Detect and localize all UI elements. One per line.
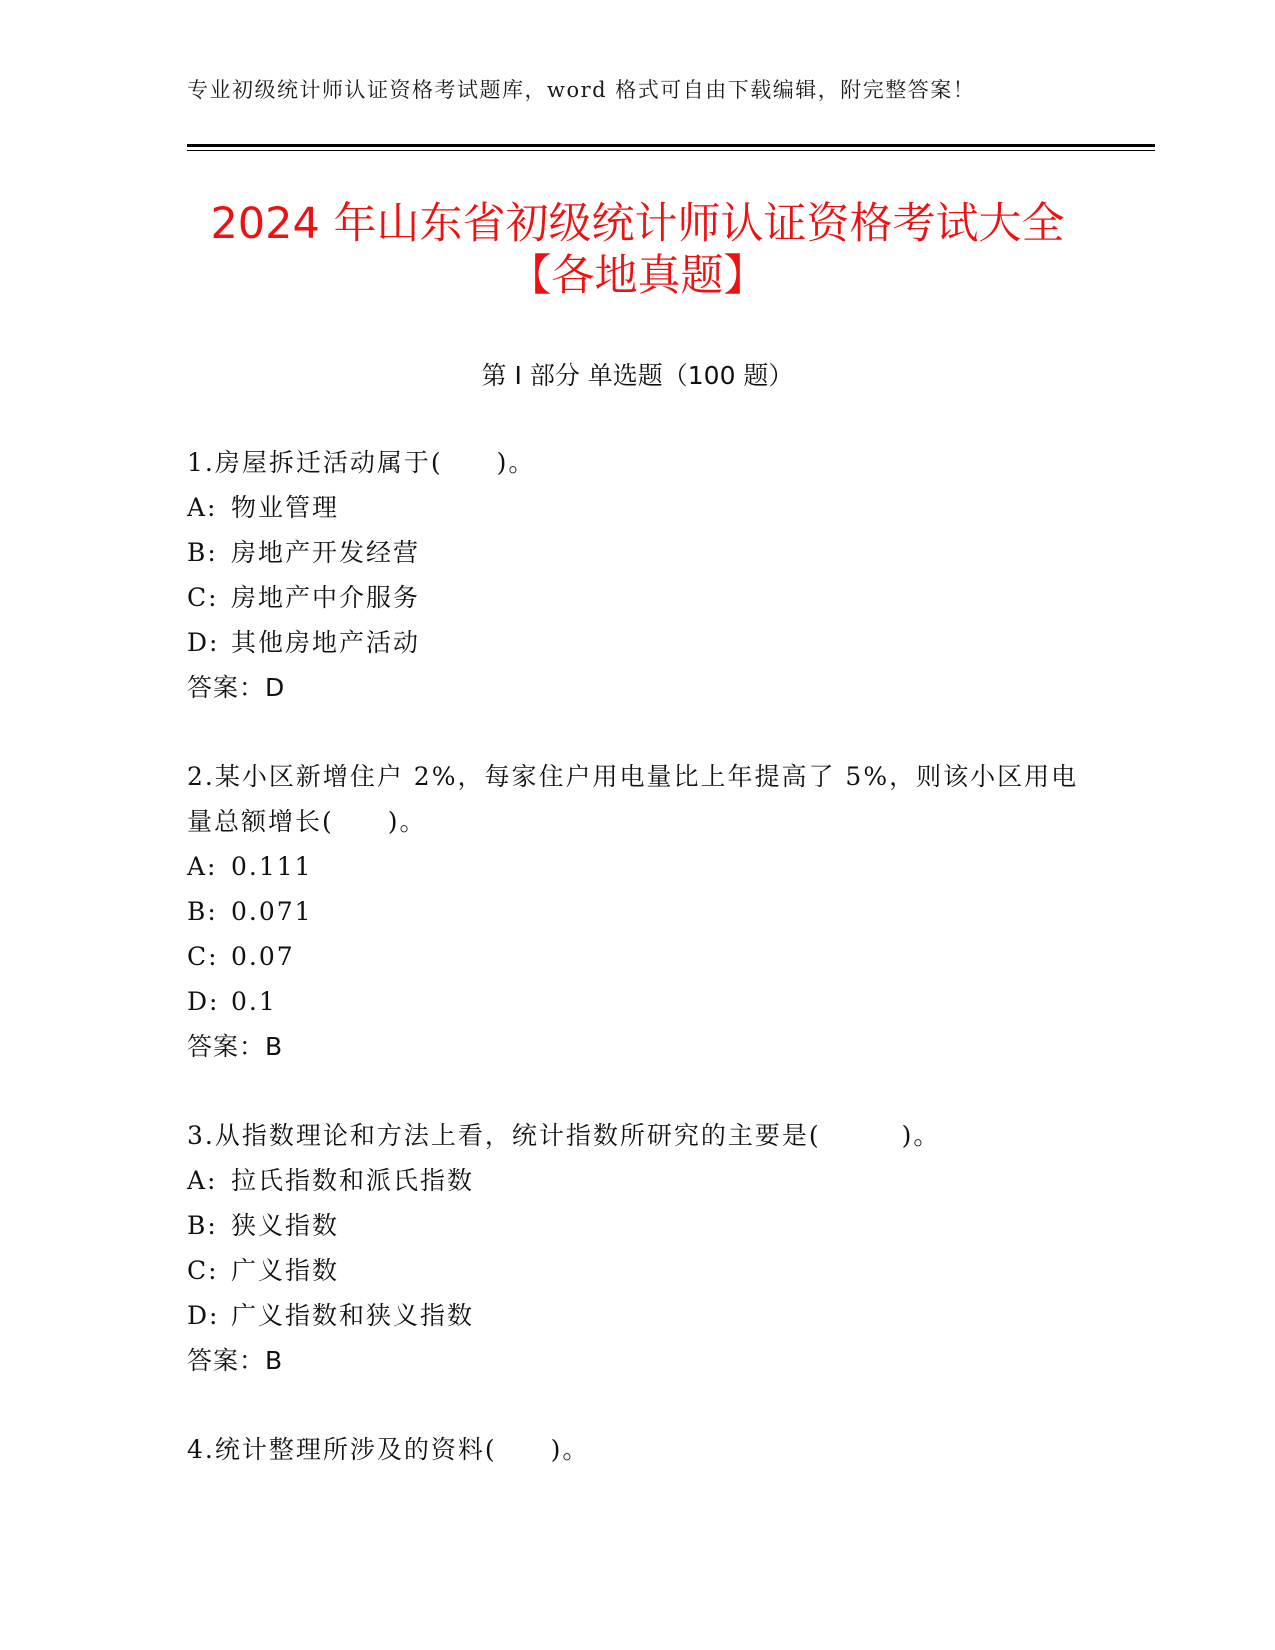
- option-letter: C:: [187, 942, 219, 971]
- question-stem: 2.某小区新增住户 2%，每家住户用电量比上年提高了 5%，则该小区用电量总额增长( )。: [187, 762, 1079, 836]
- option-a: [187, 1158, 1087, 1203]
- option-text: 广义指数: [231, 1256, 340, 1285]
- option-letter: C:: [187, 583, 219, 612]
- option-text: 房地产中介服务: [231, 583, 421, 612]
- option-text: 广义指数和狭义指数: [231, 1301, 475, 1330]
- section-title: 第 I 部分 单选题（100 题）: [481, 361, 794, 390]
- question-1: [187, 440, 1087, 710]
- answer: 答案：B: [187, 1346, 284, 1375]
- option-b: [187, 1203, 1087, 1248]
- option-letter: B:: [187, 538, 218, 567]
- header-rule-thin: [187, 150, 1155, 151]
- option-text: 拉氏指数和派氏指数: [231, 1166, 475, 1195]
- question-list: [187, 440, 1087, 1516]
- option-letter: A:: [187, 1166, 218, 1195]
- question-stem: 4.统计整理所涉及的资料( )。: [187, 1435, 590, 1464]
- document-title-line1: 2024 年山东省初级统计师认证资格考试大全: [210, 199, 1065, 249]
- option-letter: D:: [187, 1301, 220, 1330]
- question-stem: 1.房屋拆迁活动属于( )。: [187, 448, 536, 477]
- option-text: 房地产开发经营: [231, 538, 421, 567]
- option-text: 0.07: [231, 942, 295, 971]
- option-text: 狭义指数: [231, 1211, 340, 1240]
- option-d: [187, 620, 1087, 665]
- option-text: 物业管理: [231, 493, 340, 522]
- question-2: [187, 754, 1087, 1069]
- option-b: [187, 530, 1087, 575]
- option-text: 0.111: [231, 852, 313, 881]
- option-a: [187, 844, 1087, 889]
- option-c: [187, 575, 1087, 620]
- option-letter: D:: [187, 987, 220, 1016]
- header-rule-thick: [187, 144, 1155, 147]
- document-title-line2: 【各地真题】: [508, 251, 767, 301]
- option-letter: A:: [187, 852, 218, 881]
- option-b: [187, 889, 1087, 934]
- header-note: 专业初级统计师认证资格考试题库，word 格式可自由下载编辑，附完整答案！: [187, 78, 976, 102]
- option-letter: C:: [187, 1256, 219, 1285]
- answer: 答案：D: [187, 673, 286, 702]
- document-title: [100, 198, 1175, 302]
- question-3: [187, 1113, 1087, 1383]
- option-text: 其他房地产活动: [231, 628, 421, 657]
- option-text: 0.071: [231, 897, 313, 926]
- question-4: [187, 1427, 1087, 1472]
- option-letter: B:: [187, 1211, 218, 1240]
- option-text: 0.1: [231, 987, 277, 1016]
- option-c: [187, 934, 1087, 979]
- option-c: [187, 1248, 1087, 1293]
- question-stem: 3.从指数理论和方法上看，统计指数所研究的主要是( )。: [187, 1121, 941, 1150]
- option-a: [187, 485, 1087, 530]
- option-letter: A:: [187, 493, 218, 522]
- answer: 答案：B: [187, 1032, 284, 1061]
- option-letter: D:: [187, 628, 220, 657]
- option-letter: B:: [187, 897, 218, 926]
- option-d: [187, 1293, 1087, 1338]
- option-d: [187, 979, 1087, 1024]
